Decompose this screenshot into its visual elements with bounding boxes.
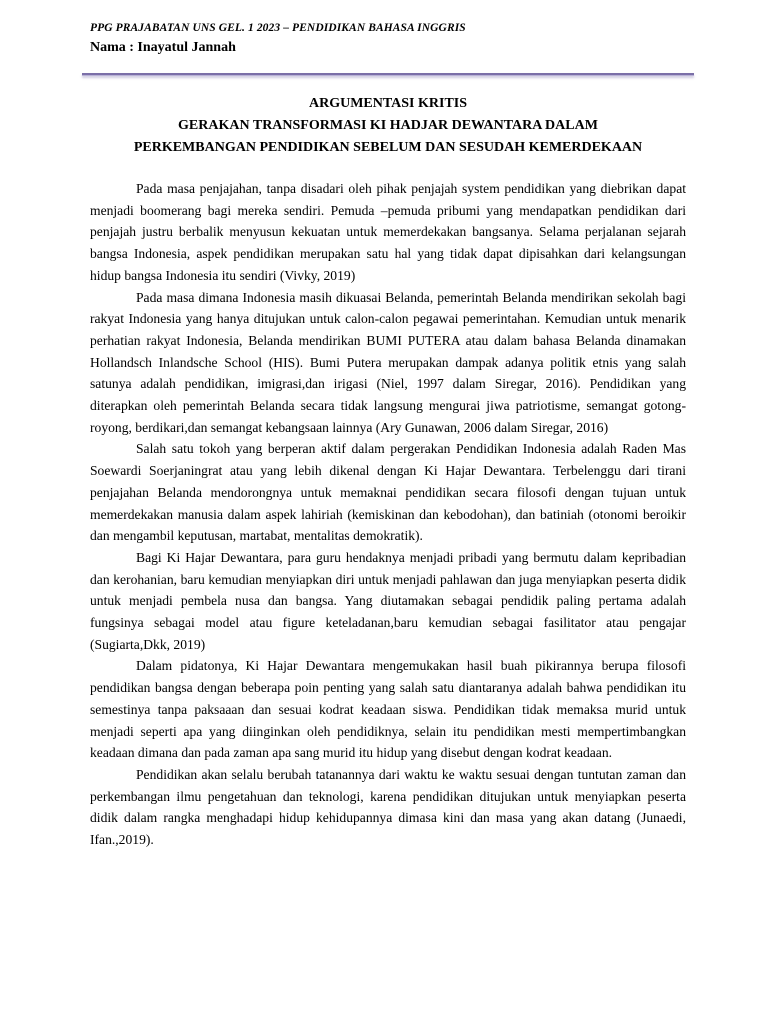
paragraph: Salah satu tokoh yang berperan aktif dalam pergerakan Pendidikan Indonesia adalah Raden Mas Soewardi Soerjaningrat atau yang lebih dikenal dengan Ki Hajar Dewantara. Terbelenggu dari tirani penjajahan Belanda mendorongnya untuk memaknai pendidikan secara filosofi dengan tujuan untuk memerdekakan manusia dalam aspek lahiriah (kemiskinan dan kebodohan), dan batiniah (otonomi beroikir dan mengambil keputusan, martabat, mentalitas demokratik). <box>90 441 686 544</box>
paragraph: Bagi Ki Hajar Dewantara, para guru hendaknya menjadi pribadi yang bermutu dalam kepribadian dan kerohanian, baru kemudian menyiapkan diri untuk menjadi pahlawan dan juga menyiapkan peserta didik untuk menjadi pembela nusa dan bangsa. Yang diutamakan sebagai pendidik paling pertama adalah fungsinya sebagai model atau figure keteladanan,baru kemudian sebagai fasilitator atau pengajar (Sugiarta,Dkk, 2019) <box>90 549 686 652</box>
paragraph: Pada masa penjajahan, tanpa disadari oleh pihak penjajah system pendidikan yang diebrikan dapat menjadi boomerang bagi mereka sendiri. Pemuda –pemuda pribumi yang mendapatkan pendidikan dari penjajah justru berbalik menyusun kekuatan untuk memerdekakan bangsanya. Selama perjalanan sejarah bangsa Indonesia, aspek pendidikan merupakan satu hal yang tidak dapat dipisahkan dari kelangsungan hidup bangsa Indonesia itu sendiri (Vivky, 2019) <box>90 181 686 283</box>
header-divider <box>82 73 694 76</box>
program-header: PPG PRAJABATAN UNS GEL. 1 2023 – PENDIDIKAN BAHASA INGGRIS <box>90 22 466 34</box>
document-title: ARGUMENTASI KRITIS <box>308 96 468 111</box>
document-title-block <box>82 93 694 159</box>
document-subtitle-line-2: PERKEMBANGAN PENDIDIKAN SEBELUM DAN SESUDAH KEMERDEKAAN <box>133 140 643 155</box>
paragraph: Dalam pidatonya, Ki Hajar Dewantara mengemukakan hasil buah pikirannya berupa filosofi pendidikan bangsa dengan beberapa poin penting yang salah satu diantaranya adalah bahwa pendidikan itu semestinya tanpa paksaaan dan sesuai kodrat keadaan siswa. Pendidikan tidak memaksa murid untuk menjadi seperti apa yang diinginkan oleh pendidiknya, selain itu pendidikan mesti mempertimbangkan keadaan dimana dan pada zaman apa sang murid itu hidup yang disebut dengan kodrat keadaan. <box>90 658 686 761</box>
paragraph: Pendidikan akan selalu berubah tatanannya dari waktu ke waktu sesuai dengan tuntutan zaman dan perkembangan ilmu pengetahuan dan teknologi, karena pendidikan ditujukan untuk menyiapkan peserta didik dalam rangka menghadapi hidup kehidupannya dimasa kini dan masa yang akan datang (Junaedi, Ifan.,2019). <box>90 766 686 848</box>
author-name: Nama : Inayatul Jannah <box>90 40 236 55</box>
page-header <box>90 20 690 58</box>
document-body <box>90 178 686 851</box>
paragraph: Pada masa dimana Indonesia masih dikuasai Belanda, pemerintah Belanda mendirikan sekolah bagi rakyat Indonesia yang hanya ditujukan untuk calon-calon pegawai pemerintahan. Kemudian untuk menarik perhatian rakyat Indonesia, Belanda mendirikan BUMI PUTERA atau dalam bahasa Belanda dinamakan Hollandsch Inlandsche School (HIS). Bumi Putera merupakan dampak adanya politik etnis yang salah satunya adalah pendidikan, imigrasi,dan irigasi (Niel, 1997 dalam Siregar, 2016). Pendidikan yang diterapkan oleh pemerintah Belanda secara tidak langsung mengurai jiwa patriotisme, semangat gotong-royong, berdikari,dan semangat kebangsaan lainnya (Ary Gunawan, 2006 dalam Siregar, 2016) <box>90 289 686 435</box>
document-subtitle-line-1: GERAKAN TRANSFORMASI KI HADJAR DEWANTARA DALAM <box>178 118 598 133</box>
